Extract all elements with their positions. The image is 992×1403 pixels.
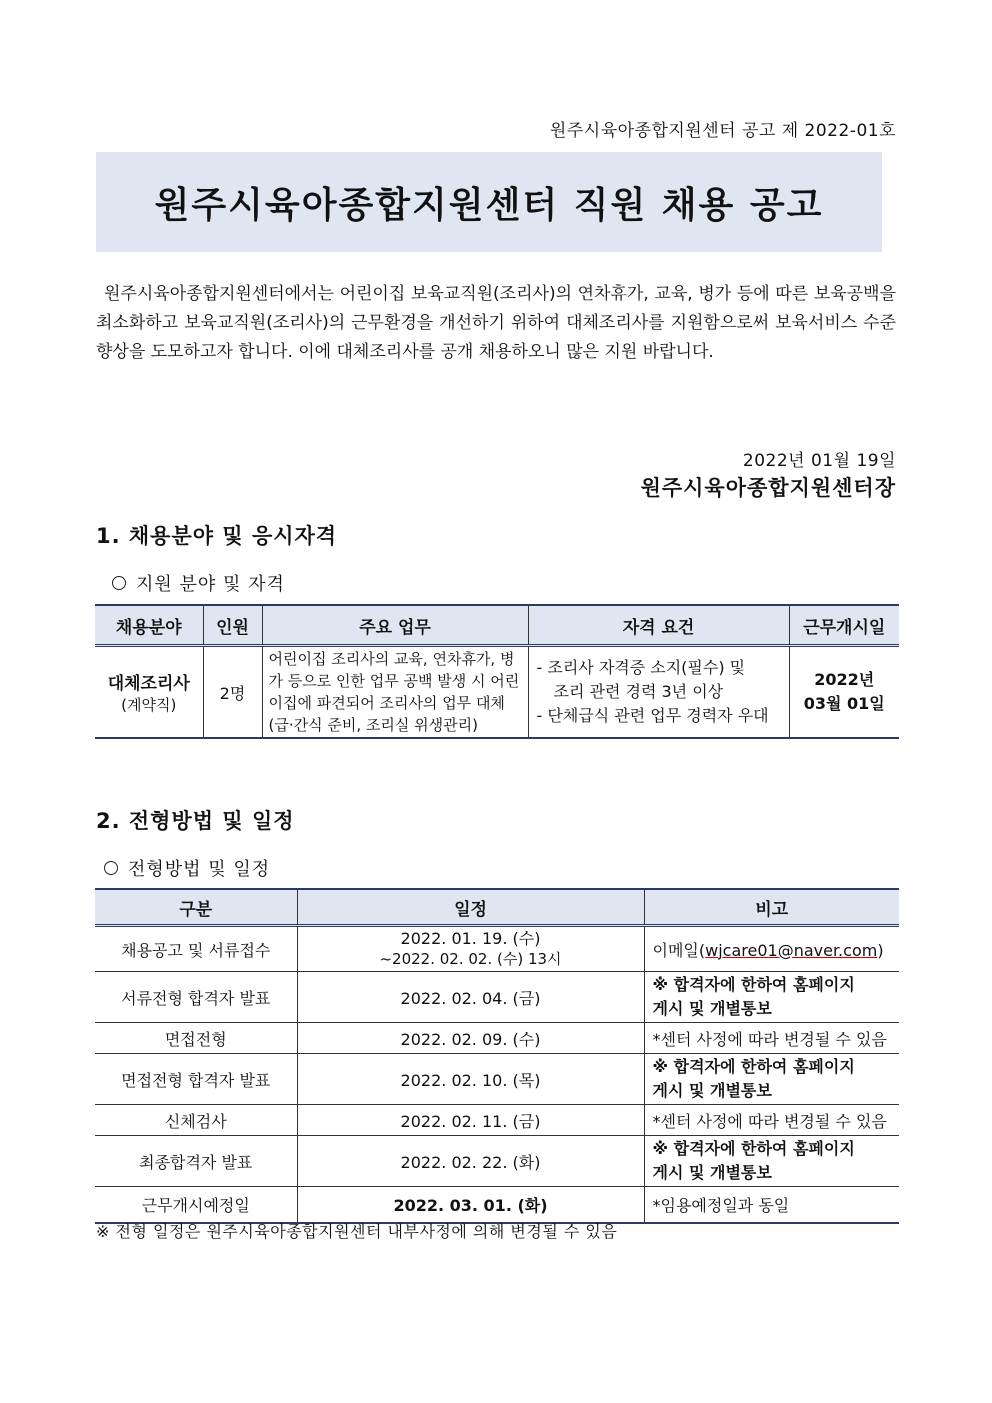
email-link[interactable]: wjcare01@naver.com <box>705 940 878 960</box>
stage-cell: 면접전형 <box>95 1023 297 1054</box>
date-line: ~2022. 02. 02. (수) 13시 <box>379 950 562 968</box>
section-2-subheading <box>104 855 270 881</box>
note-line: ※ 합격자에 한하여 홈페이지 <box>652 975 855 994</box>
table-row <box>95 646 899 739</box>
date-cell: 2022. 02. 11. (금) <box>297 1105 644 1136</box>
header-cell: 비고 <box>644 889 899 926</box>
date-cell: 2022. 03. 01. (화) <box>297 1187 644 1223</box>
section-1-subheading <box>112 570 285 596</box>
note-cell <box>644 1054 899 1105</box>
note-line: 게시 및 개별통보 <box>652 1081 772 1100</box>
table-row <box>95 926 899 972</box>
header-cell: 채용분야 <box>95 605 203 646</box>
qualification-line: 조리 관련 경력 3년 이상 <box>553 682 724 701</box>
footnote: ※ 전형 일정은 원주시육아종합지원센터 내부사정에 의해 변경될 수 있음 <box>96 1222 618 1241</box>
note-cell <box>644 972 899 1023</box>
section-1-heading: 1. 채용분야 및 응시자격 <box>96 524 338 548</box>
headcount-cell: 2명 <box>203 646 262 739</box>
date-cell: 2022. 02. 10. (목) <box>297 1054 644 1105</box>
note-cell: *센터 사정에 따라 변경될 수 있음 <box>644 1023 899 1054</box>
table-row <box>95 1023 899 1054</box>
date-cell <box>297 926 644 972</box>
stage-cell: 채용공고 및 서류접수 <box>95 926 297 972</box>
table-header-row <box>95 605 899 646</box>
header-cell: 구분 <box>95 889 297 926</box>
section-2-heading: 2. 전형방법 및 일정 <box>96 809 295 833</box>
header-cell: 근무개시일 <box>789 605 899 646</box>
intro-paragraph: 원주시육아종합지원센터에서는 어린이집 보육교직원(조리사)의 연차휴가, 교육, 병가 등에 따른 보육공백을 최소화하고 보육교직원(조리사)의 근무환경을 개선하기 위하여 대체조리사를 지원함으로써 보육서비스 수준 향상을 도모하고자 합니다. 이에 대체조리사를 공개 채용하오니 많은 지원 바랍니다. <box>96 284 896 362</box>
header-cell: 일정 <box>297 889 644 926</box>
signer-name: 원주시육아종합지원센터장 <box>640 476 896 500</box>
section-1-subheading-text: 지원 분야 및 자격 <box>136 574 285 595</box>
start-date-day: 03월 01일 <box>803 694 885 713</box>
table-row <box>95 1187 899 1223</box>
note-text: ) <box>877 940 884 960</box>
duty-cell: 어린이집 조리사의 교육, 연차휴가, 병가 등으로 인한 업무 공백 발생 시 어린이집에 파견되어 조리사의 업무 대체 (급·간식 준비, 조리실 위생관리) <box>262 646 528 739</box>
note-line: ※ 합격자에 한하여 홈페이지 <box>652 1057 855 1076</box>
start-date-year: 2022년 <box>814 670 875 689</box>
date-cell: 2022. 02. 09. (수) <box>297 1023 644 1054</box>
date-line: 2022. 01. 19. (수) <box>400 929 541 948</box>
qualification-line: - 조리사 자격증 소지(필수) 및 <box>536 658 746 677</box>
qualification-cell <box>528 646 789 739</box>
announcement-date: 2022년 01월 19일 <box>742 451 896 471</box>
table-row <box>95 972 899 1023</box>
role-cell <box>95 646 203 739</box>
header-cell: 인원 <box>203 605 262 646</box>
circle-bullet-icon <box>112 576 126 590</box>
header-cell: 주요 업무 <box>262 605 528 646</box>
header-cell: 자격 요건 <box>528 605 789 646</box>
note-line: 게시 및 개별통보 <box>652 999 772 1018</box>
stage-cell: 근무개시예정일 <box>95 1187 297 1223</box>
schedule-table <box>95 888 899 1224</box>
note-line: 게시 및 개별통보 <box>652 1163 772 1182</box>
qualification-table <box>95 604 899 739</box>
page-title: 원주시육아종합지원센터 직원 채용 공고 <box>154 184 824 226</box>
stage-cell: 최종합격자 발표 <box>95 1136 297 1187</box>
table-header-row <box>95 889 899 926</box>
stage-cell: 면접전형 합격자 발표 <box>95 1054 297 1105</box>
table-row <box>95 1136 899 1187</box>
role-title: 대체조리사 <box>107 674 190 694</box>
note-cell: *임용예정일과 동일 <box>644 1187 899 1223</box>
note-cell <box>644 926 899 972</box>
circle-bullet-icon <box>104 861 118 875</box>
document-number: 원주시육아종합지원센터 공고 제 2022-01호 <box>549 121 896 141</box>
section-2-subheading-text: 전형방법 및 일정 <box>128 859 271 880</box>
table-row <box>95 1105 899 1136</box>
stage-cell: 신체검사 <box>95 1105 297 1136</box>
note-text: 이메일( <box>652 940 706 960</box>
stage-cell: 서류전형 합격자 발표 <box>95 972 297 1023</box>
role-type: (계약직) <box>121 696 177 714</box>
note-cell <box>644 1136 899 1187</box>
qualification-line: - 단체급식 관련 업무 경력자 우대 <box>536 706 769 725</box>
date-cell: 2022. 02. 22. (화) <box>297 1136 644 1187</box>
table-row <box>95 1054 899 1105</box>
start-date-cell <box>789 646 899 739</box>
title-banner <box>96 152 882 252</box>
note-line: ※ 합격자에 한하여 홈페이지 <box>652 1139 855 1158</box>
date-cell: 2022. 02. 04. (금) <box>297 972 644 1023</box>
note-cell: *센터 사정에 따라 변경될 수 있음 <box>644 1105 899 1136</box>
